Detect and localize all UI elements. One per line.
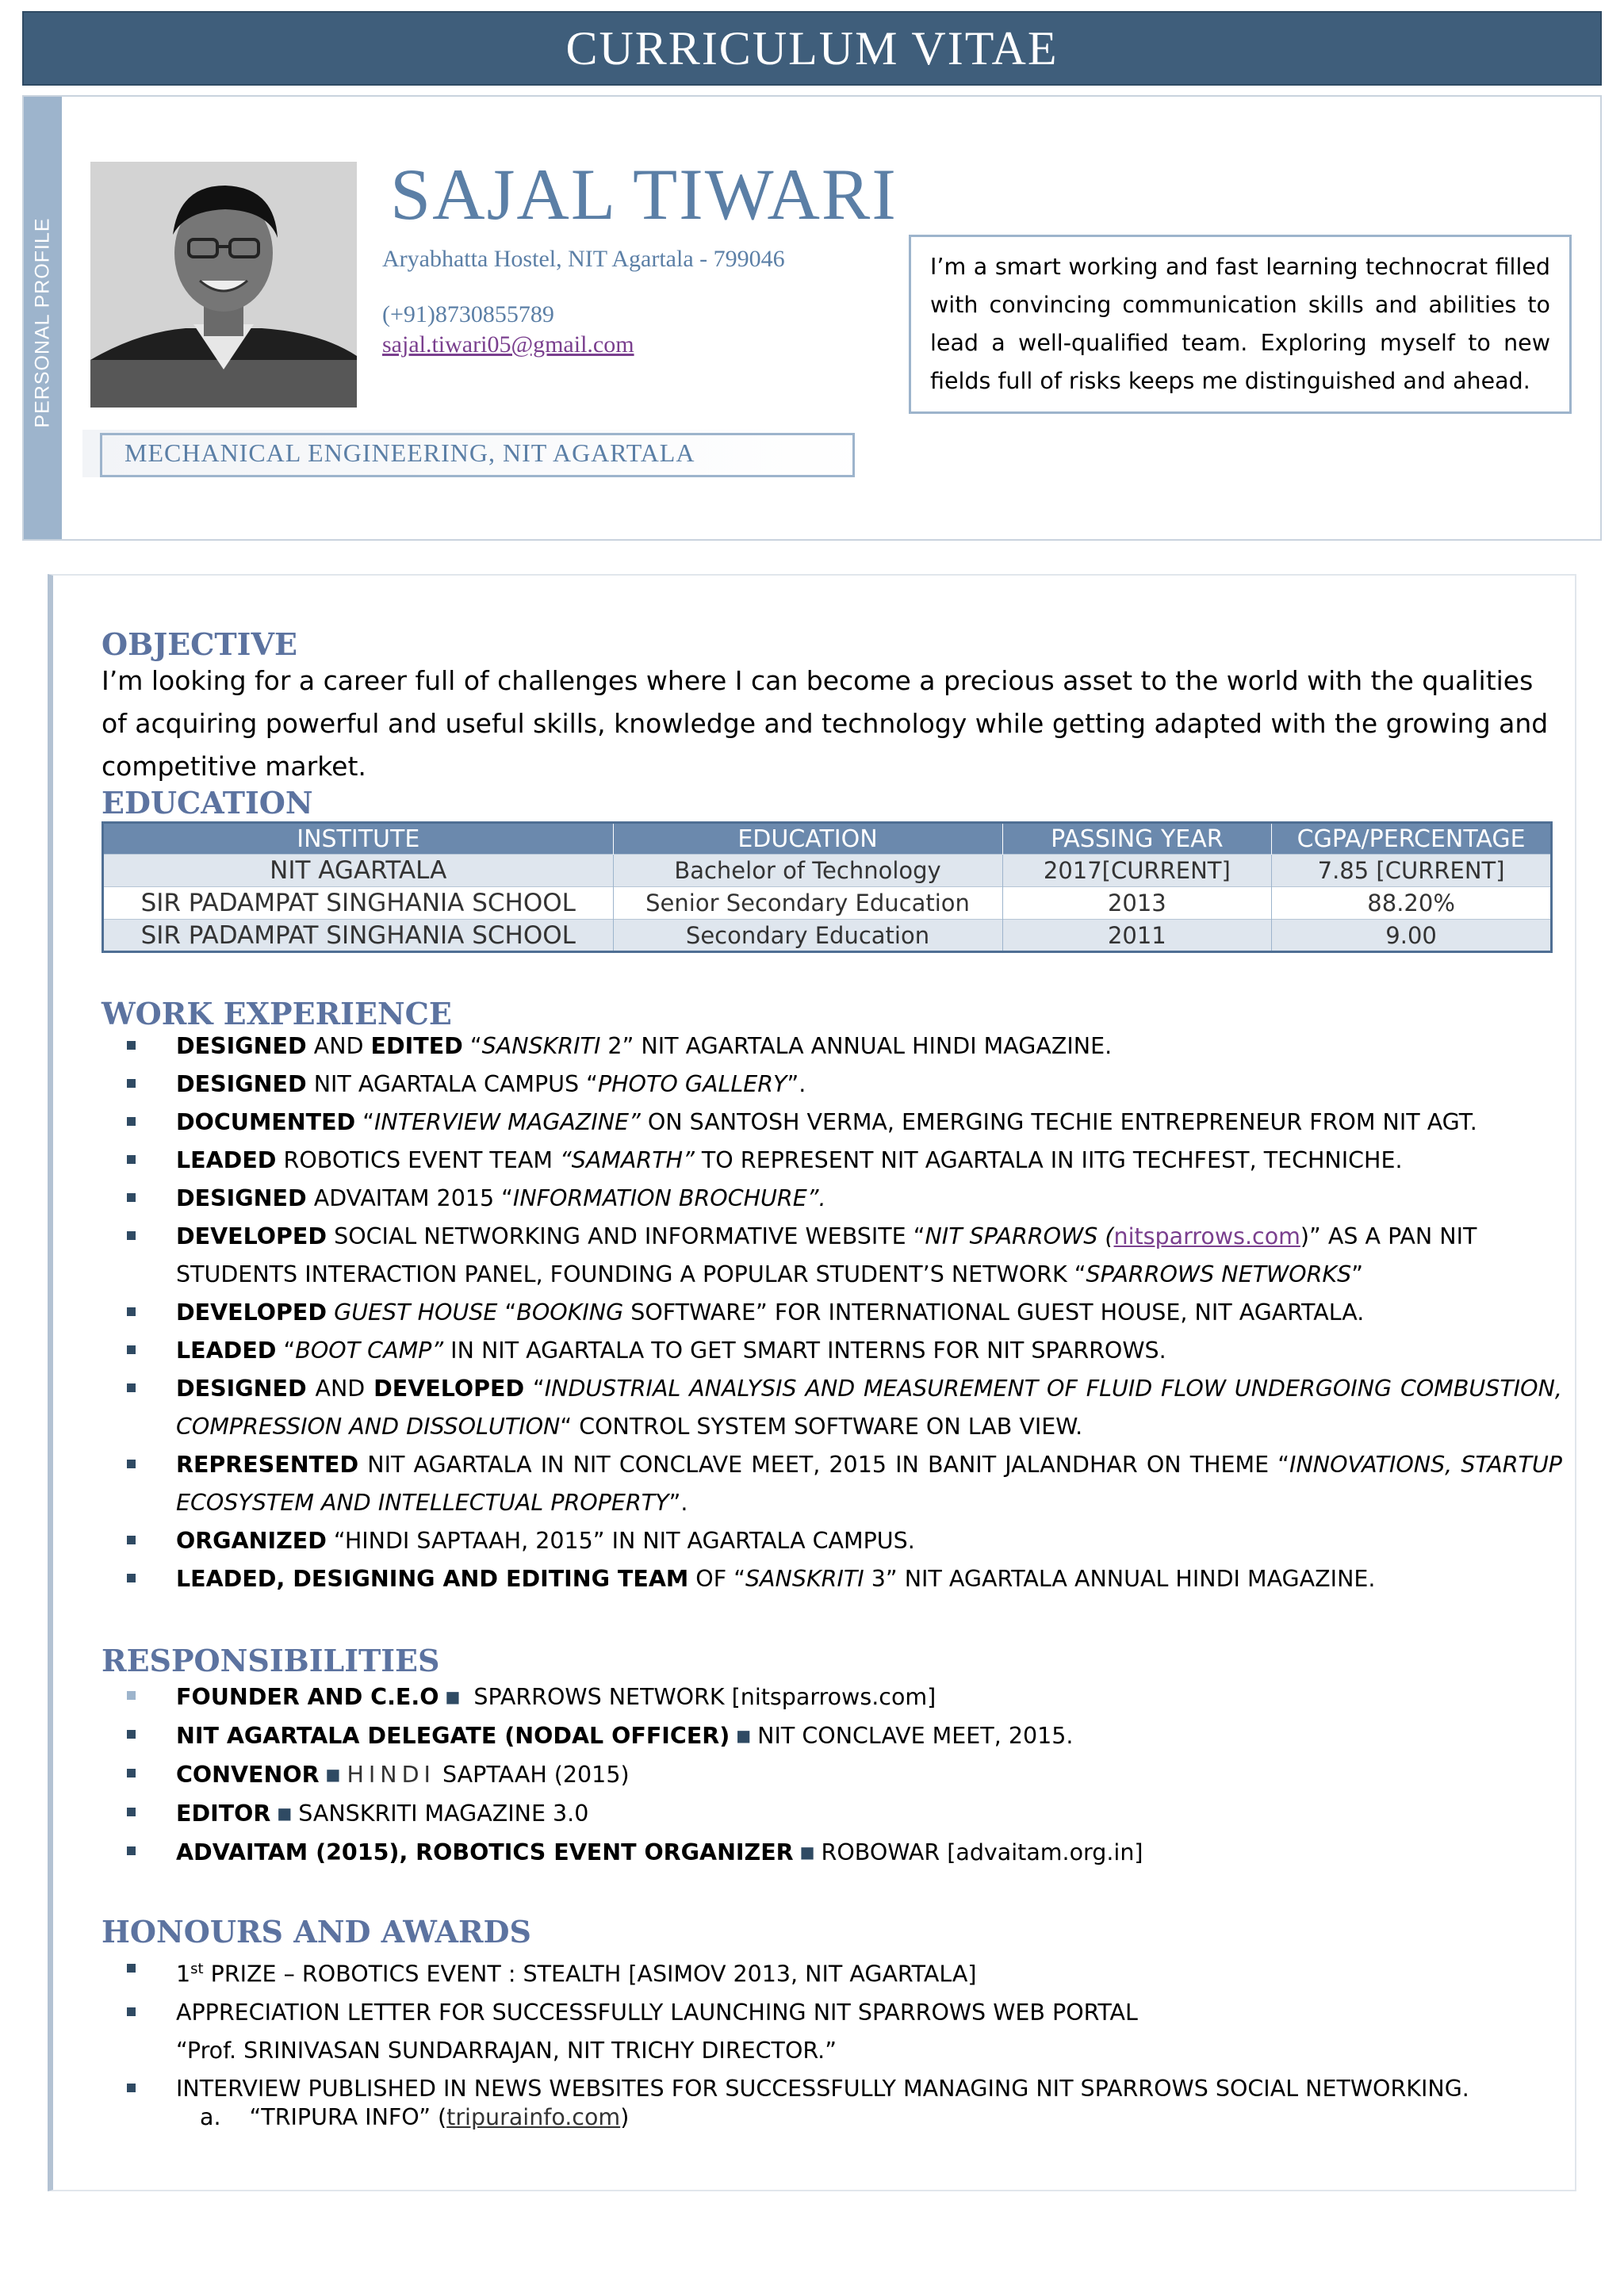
- text: AND: [306, 1376, 374, 1402]
- role-text: ADVAITAM (2015), ROBOTICS EVENT ORGANIZER: [176, 1839, 794, 1866]
- column-header: INSTITUTE: [103, 823, 614, 855]
- list-item: [127, 2070, 1562, 2108]
- role-text: CONVENOR: [176, 1762, 320, 1788]
- list-item: [127, 1794, 1562, 1833]
- role-text: EDITOR: [176, 1800, 271, 1827]
- address: Aryabhatta Hostel, NIT Agartala - 799046: [382, 246, 785, 272]
- responsibilities-list: [127, 1678, 1562, 1872]
- bullet-icon: [127, 1460, 136, 1468]
- objective-text: I’m looking for a career full of challenges where I can become a precious asset to the world with the qualities of acquiring powerful and useful skills, knowledge and technology while getting adapted with the growing and competitive market.: [102, 665, 1549, 782]
- role-text: FOUNDER AND C.E.O: [176, 1684, 439, 1710]
- table-row: [103, 855, 1552, 887]
- objective-heading: OBJECTIVE: [102, 626, 297, 662]
- education-table: [102, 821, 1553, 953]
- person-photo-icon: [90, 162, 357, 408]
- list-item: [127, 1446, 1562, 1522]
- italic-text: INDUSTRIAL ANALYSIS AND MEASUREMENT OF FLUID FLOW UNDERGOING COMBUSTION, COMPRESSION AND DISSOLUTION: [176, 1376, 1562, 1440]
- italic-text: PHOTO GALLERY: [597, 1071, 787, 1097]
- text: TO REPRESENT NIT AGARTALA IN IITG TECHFEST, TECHNICHE.: [694, 1147, 1403, 1173]
- table-cell: 2017[CURRENT]: [1002, 855, 1272, 887]
- email-link[interactable]: sajal.tiwari05@gmail.com: [382, 331, 634, 358]
- bullet-icon: [127, 1769, 136, 1777]
- detail-text: HINDI: [347, 1762, 435, 1788]
- list-item: [127, 1833, 1562, 1872]
- bullet-icon: [127, 1574, 136, 1582]
- role-text: NIT AGARTALA DELEGATE (NODAL OFFICER): [176, 1723, 730, 1749]
- italic-text: BOOKING: [516, 1299, 624, 1326]
- list-item: [127, 1560, 1562, 1598]
- bullet-icon: [127, 1730, 136, 1739]
- text: ”: [1351, 1261, 1363, 1288]
- bullet-icon: [127, 1691, 136, 1700]
- text: ON SANTOSH VERMA, EMERGING TECHIE ENTREPRENEUR FROM NIT AGT.: [640, 1109, 1477, 1135]
- list-item: [127, 1370, 1562, 1446]
- bold-text: DESIGNED: [176, 1185, 307, 1211]
- table-cell: 88.20%: [1272, 887, 1552, 920]
- text: “ CONTROL SYSTEM SOFTWARE ON LAB VIEW.: [560, 1414, 1083, 1440]
- bullet-icon: [127, 1079, 136, 1088]
- work-experience-heading: WORK EXPERIENCE: [102, 996, 452, 1031]
- table-cell: 2011: [1002, 920, 1272, 952]
- text: “: [355, 1109, 375, 1135]
- bold-text: REPRESENTED: [176, 1452, 359, 1478]
- bullet-icon: [127, 1383, 136, 1392]
- italic-text: INNOVATIONS, STARTUP ECOSYSTEM AND INTELLECTUAL PROPERTY: [176, 1452, 1562, 1516]
- education-heading: EDUCATION: [102, 785, 313, 821]
- text: “: [276, 1337, 296, 1364]
- text: 3” NIT AGARTALA ANNUAL HINDI MAGAZINE.: [864, 1566, 1376, 1592]
- bold-text: DEVELOPED: [176, 1223, 327, 1249]
- text: 1: [176, 1961, 191, 1988]
- nitsparrows-link[interactable]: nitsparrows.com: [1113, 1223, 1300, 1249]
- personal-profile-section: [22, 95, 1602, 541]
- sub-list-item: [200, 2104, 629, 2130]
- bullet-icon: [127, 2084, 136, 2092]
- column-header: PASSING YEAR: [1002, 823, 1272, 855]
- candidate-name: SAJAL TIWARI: [390, 154, 898, 235]
- table-cell: Senior Secondary Education: [613, 887, 1002, 920]
- department-label: MECHANICAL ENGINEERING, NIT AGARTALA: [100, 433, 855, 477]
- bullet-icon: [127, 1846, 136, 1855]
- table-cell: SIR PADAMPAT SINGHANIA SCHOOL: [103, 887, 614, 920]
- separator-icon: ■: [736, 1726, 752, 1745]
- bold-text: LEADED: [176, 1337, 277, 1364]
- text: PRIZE – ROBOTICS EVENT : STEALTH [ASIMOV 2013, NIT AGARTALA]: [203, 1961, 977, 1988]
- text: OF “: [688, 1566, 745, 1592]
- italic-text: BOOT CAMP”: [295, 1337, 444, 1364]
- table-cell: 7.85 [CURRENT]: [1272, 855, 1552, 887]
- bullet-icon: [127, 1117, 136, 1126]
- phone-number: (+91)8730855789: [382, 301, 554, 327]
- text: IN NIT AGARTALA TO GET SMART INTERNS FOR NIT SPARROWS.: [443, 1337, 1166, 1364]
- list-item: [127, 1755, 1562, 1794]
- text: AND: [306, 1033, 371, 1059]
- text: “: [524, 1376, 545, 1402]
- separator-icon: ■: [799, 1843, 815, 1862]
- column-header: CGPA/PERCENTAGE: [1272, 823, 1552, 855]
- list-item: [127, 1027, 1562, 1066]
- italic-text: SPARROWS NETWORKS: [1086, 1261, 1352, 1288]
- table-cell: Bachelor of Technology: [613, 855, 1002, 887]
- table-cell: 2013: [1002, 887, 1272, 920]
- bold-text: LEADED, DESIGNING AND EDITING TEAM: [176, 1566, 689, 1592]
- table-cell: NIT AGARTALA: [103, 855, 614, 887]
- bold-text: DESIGNED: [176, 1071, 307, 1097]
- italic-text: NIT SPARROWS (: [925, 1223, 1114, 1249]
- table-header-row: [103, 823, 1552, 855]
- table-row: [103, 920, 1552, 952]
- list-item: [127, 1678, 1562, 1716]
- sub-marker: a.: [200, 2104, 221, 2130]
- separator-icon: ■: [325, 1765, 341, 1784]
- list-item: [127, 1218, 1562, 1294]
- bold-text: LEADED: [176, 1147, 277, 1173]
- profile-photo: [90, 162, 357, 408]
- list-item: [127, 1950, 1562, 1994]
- list-item: [127, 1994, 1562, 2070]
- detail-text: NIT CONCLAVE MEET, 2015.: [757, 1723, 1074, 1749]
- text: “: [462, 1033, 482, 1059]
- bullet-icon: [127, 1808, 136, 1816]
- text: APPRECIATION LETTER FOR SUCCESSFULLY LAUNCHING NIT SPARROWS WEB PORTAL: [176, 1999, 1138, 2026]
- text: SOCIAL NETWORKING AND INFORMATIVE WEBSITE “: [327, 1223, 925, 1249]
- column-header: EDUCATION: [613, 823, 1002, 855]
- text: “HINDI SAPTAAH, 2015” IN NIT AGARTALA CAMPUS.: [326, 1528, 915, 1554]
- bold-text: DEVELOPED: [176, 1299, 327, 1326]
- list-item: [127, 1716, 1562, 1755]
- italic-text: INFORMATION BROCHURE”.: [512, 1185, 826, 1211]
- bullet-icon: [127, 1307, 136, 1316]
- italic-text: GUEST HOUSE: [334, 1299, 498, 1326]
- bullet-icon: [127, 1231, 136, 1240]
- table-cell: SIR PADAMPAT SINGHANIA SCHOOL: [103, 920, 614, 952]
- list-item: [127, 1180, 1562, 1218]
- detail-text: SAPTAAH (2015): [435, 1762, 630, 1788]
- text: SOFTWARE” FOR INTERNATIONAL GUEST HOUSE, NIT AGARTALA.: [623, 1299, 1365, 1326]
- profile-side-strip: [24, 97, 62, 539]
- honours-heading: HONOURS AND AWARDS: [102, 1914, 531, 1950]
- bullet-icon: [127, 1041, 136, 1050]
- text: “: [497, 1299, 517, 1326]
- superscript: st: [190, 1961, 204, 1977]
- italic-text: “SAMARTH”: [559, 1147, 695, 1173]
- text: ”.: [787, 1071, 806, 1097]
- profile-summary: I’m a smart working and fast learning technocrat filled with convincing communication skills and abilities to lead a well-qualified team. Exploring myself to new fields full of risks keeps me distinguished and ahead.: [909, 235, 1572, 414]
- italic-text: SANSKRITI: [745, 1566, 864, 1592]
- text: ): [620, 2104, 630, 2130]
- honours-list: [127, 1950, 1562, 2108]
- separator-icon: ■: [277, 1804, 293, 1823]
- title-bar: [22, 11, 1602, 86]
- bold-text: DESIGNED: [176, 1376, 307, 1402]
- bullet-icon: [127, 1964, 136, 1973]
- bold-text: DESIGNED: [176, 1033, 307, 1059]
- list-item: [127, 1332, 1562, 1370]
- text: NIT AGARTALA CAMPUS “: [306, 1071, 598, 1097]
- italic-text: INTERVIEW MAGAZINE”: [374, 1109, 641, 1135]
- text: “Prof. SRINIVASAN SUNDARRAJAN, NIT TRICHY DIRECTOR.”: [176, 2037, 837, 2064]
- profile-side-label: PERSONAL PROFILE: [31, 217, 54, 428]
- bold-text: ORGANIZED: [176, 1528, 327, 1554]
- tripurainfo-link[interactable]: tripurainfo.com: [446, 2104, 621, 2130]
- list-item: [127, 1104, 1562, 1142]
- list-item: [127, 1294, 1562, 1332]
- table-cell: 9.00: [1272, 920, 1552, 952]
- bold-text: EDITED: [370, 1033, 463, 1059]
- text: [327, 1299, 334, 1326]
- bullet-icon: [127, 2007, 136, 2016]
- text: )” AS A PAN NIT STUDENTS INTERACTION PANEL, FOUNDING A POPULAR STUDENT’S NETWORK “: [176, 1223, 1477, 1288]
- detail-text: SANSKRITI MAGAZINE 3.0: [298, 1800, 589, 1827]
- separator-icon: ■: [445, 1687, 461, 1706]
- text: “TRIPURA INFO” (: [249, 2104, 447, 2130]
- text: ”.: [668, 1490, 688, 1516]
- text: 2” NIT AGARTALA ANNUAL HINDI MAGAZINE.: [600, 1033, 1113, 1059]
- work-experience-list: [127, 1027, 1562, 1598]
- bullet-icon: [127, 1536, 136, 1544]
- bold-text: DEVELOPED: [373, 1376, 525, 1402]
- bold-text: DOCUMENTED: [176, 1109, 356, 1135]
- text: NIT AGARTALA IN NIT CONCLAVE MEET, 2015 IN BANIT JALANDHAR ON THEME “: [358, 1452, 1290, 1478]
- bullet-icon: [127, 1155, 136, 1164]
- list-item: [127, 1522, 1562, 1560]
- list-item: [127, 1066, 1562, 1104]
- table-cell: Secondary Education: [613, 920, 1002, 952]
- text: INTERVIEW PUBLISHED IN NEWS WEBSITES FOR SUCCESSFULLY MANAGING NIT SPARROWS SOCIAL NETWORKING.: [176, 2075, 1469, 2102]
- text: ADVAITAM 2015 “: [306, 1185, 513, 1211]
- document-title: CURRICULUM VITAE: [565, 21, 1059, 75]
- responsibilities-heading: RESPONSIBILITIES: [102, 1643, 440, 1678]
- italic-text: SANSKRITI: [481, 1033, 601, 1059]
- list-item: [127, 1142, 1562, 1180]
- detail-text: SPARROWS NETWORK [nitsparrows.com]: [466, 1684, 936, 1710]
- bullet-icon: [127, 1193, 136, 1202]
- detail-text: ROBOWAR [advaitam.org.in]: [821, 1839, 1143, 1866]
- bullet-icon: [127, 1345, 136, 1354]
- text: ROBOTICS EVENT TEAM: [276, 1147, 560, 1173]
- table-row: [103, 887, 1552, 920]
